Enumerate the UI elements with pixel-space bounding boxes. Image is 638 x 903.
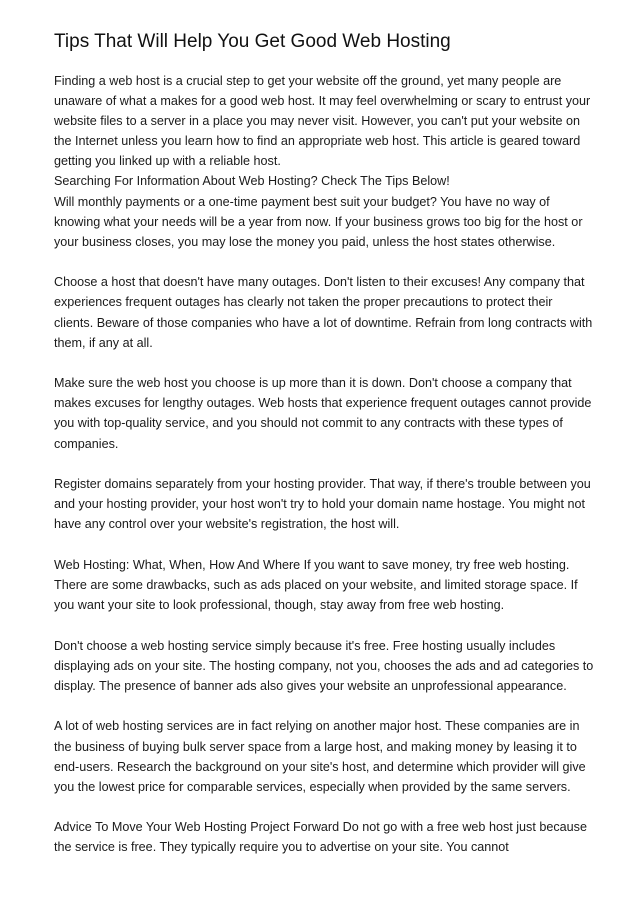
paragraph-free-hosting: Web Hosting: What, When, How And Where If you want to save money, try free web hosting. There are some drawbacks, such as ads placed on your website, and limited storage space. If you want your site to look professional, though, stay away from free web hosting. — [54, 557, 578, 613]
paragraph-uptime: Make sure the web host you choose is up more than it is down. Don't choose a company that makes excuses for lengthy outages. Web hosts that experience frequent outages cannot provide you with top-quality service, and you should not commit to any contracts with these types of companies. — [54, 376, 592, 451]
paragraph-advice: Advice To Move Your Web Hosting Project Forward Do not go with a free web host just because the service is free. They typically require you to advertise on your site. You cannot — [54, 820, 587, 855]
paragraph-payments: Will monthly payments or a one-time payment best suit your budget? You have no way of knowing what your needs will be a year from now. If your business grows too big for the host or your business closes, you may lose the money you paid, unless the host states otherwise. — [54, 194, 583, 249]
paragraph-subheading: Searching For Information About Web Hosting? Check The Tips Below! — [54, 174, 450, 189]
document-page — [54, 30, 594, 878]
paragraph-ads: Don't choose a web hosting service simply because it's free. Free hosting usually includes displaying ads on your site. The hosting company, not you, chooses the ads and ad categories to display. The presence of banner ads also gives your website an unprofessional appearance. — [54, 638, 594, 693]
document-title: Tips That Will Help You Get Good Web Hosting — [54, 31, 451, 52]
paragraph-domains: Register domains separately from your hosting provider. That way, if there's trouble between you and your hosting provider, your host won't try to hold your domain name hostage. You might not have any control over your website's registration, the host will. — [54, 477, 591, 532]
paragraph-intro: Finding a web host is a crucial step to get your website off the ground, yet many people are unaware of what a makes for a good web host. It may feel overwhelming or scary to entrust your website files to a server in a place you may never visit. However, you can't put your website on the Internet unless you learn how to find an appropriate web host. This article is geared toward getting you linked up with a reliable host. — [54, 74, 591, 169]
paragraph-outages: Choose a host that doesn't have many outages. Don't listen to their excuses! Any company that experiences frequent outages has clearly not taken the proper precautions to protect their clients. Beware of those companies who have a lot of downtime. Refrain from long contracts with them, if any at all. — [54, 275, 593, 350]
paragraph-resellers: A lot of web hosting services are in fact relying on another major host. These companies are in the business of buying bulk server space from a large host, and making money by leasing it to end-users. Research the background on your site's host, and determine which provider will give you the lowest price for comparable services, especially when provided by the same servers. — [54, 719, 586, 794]
